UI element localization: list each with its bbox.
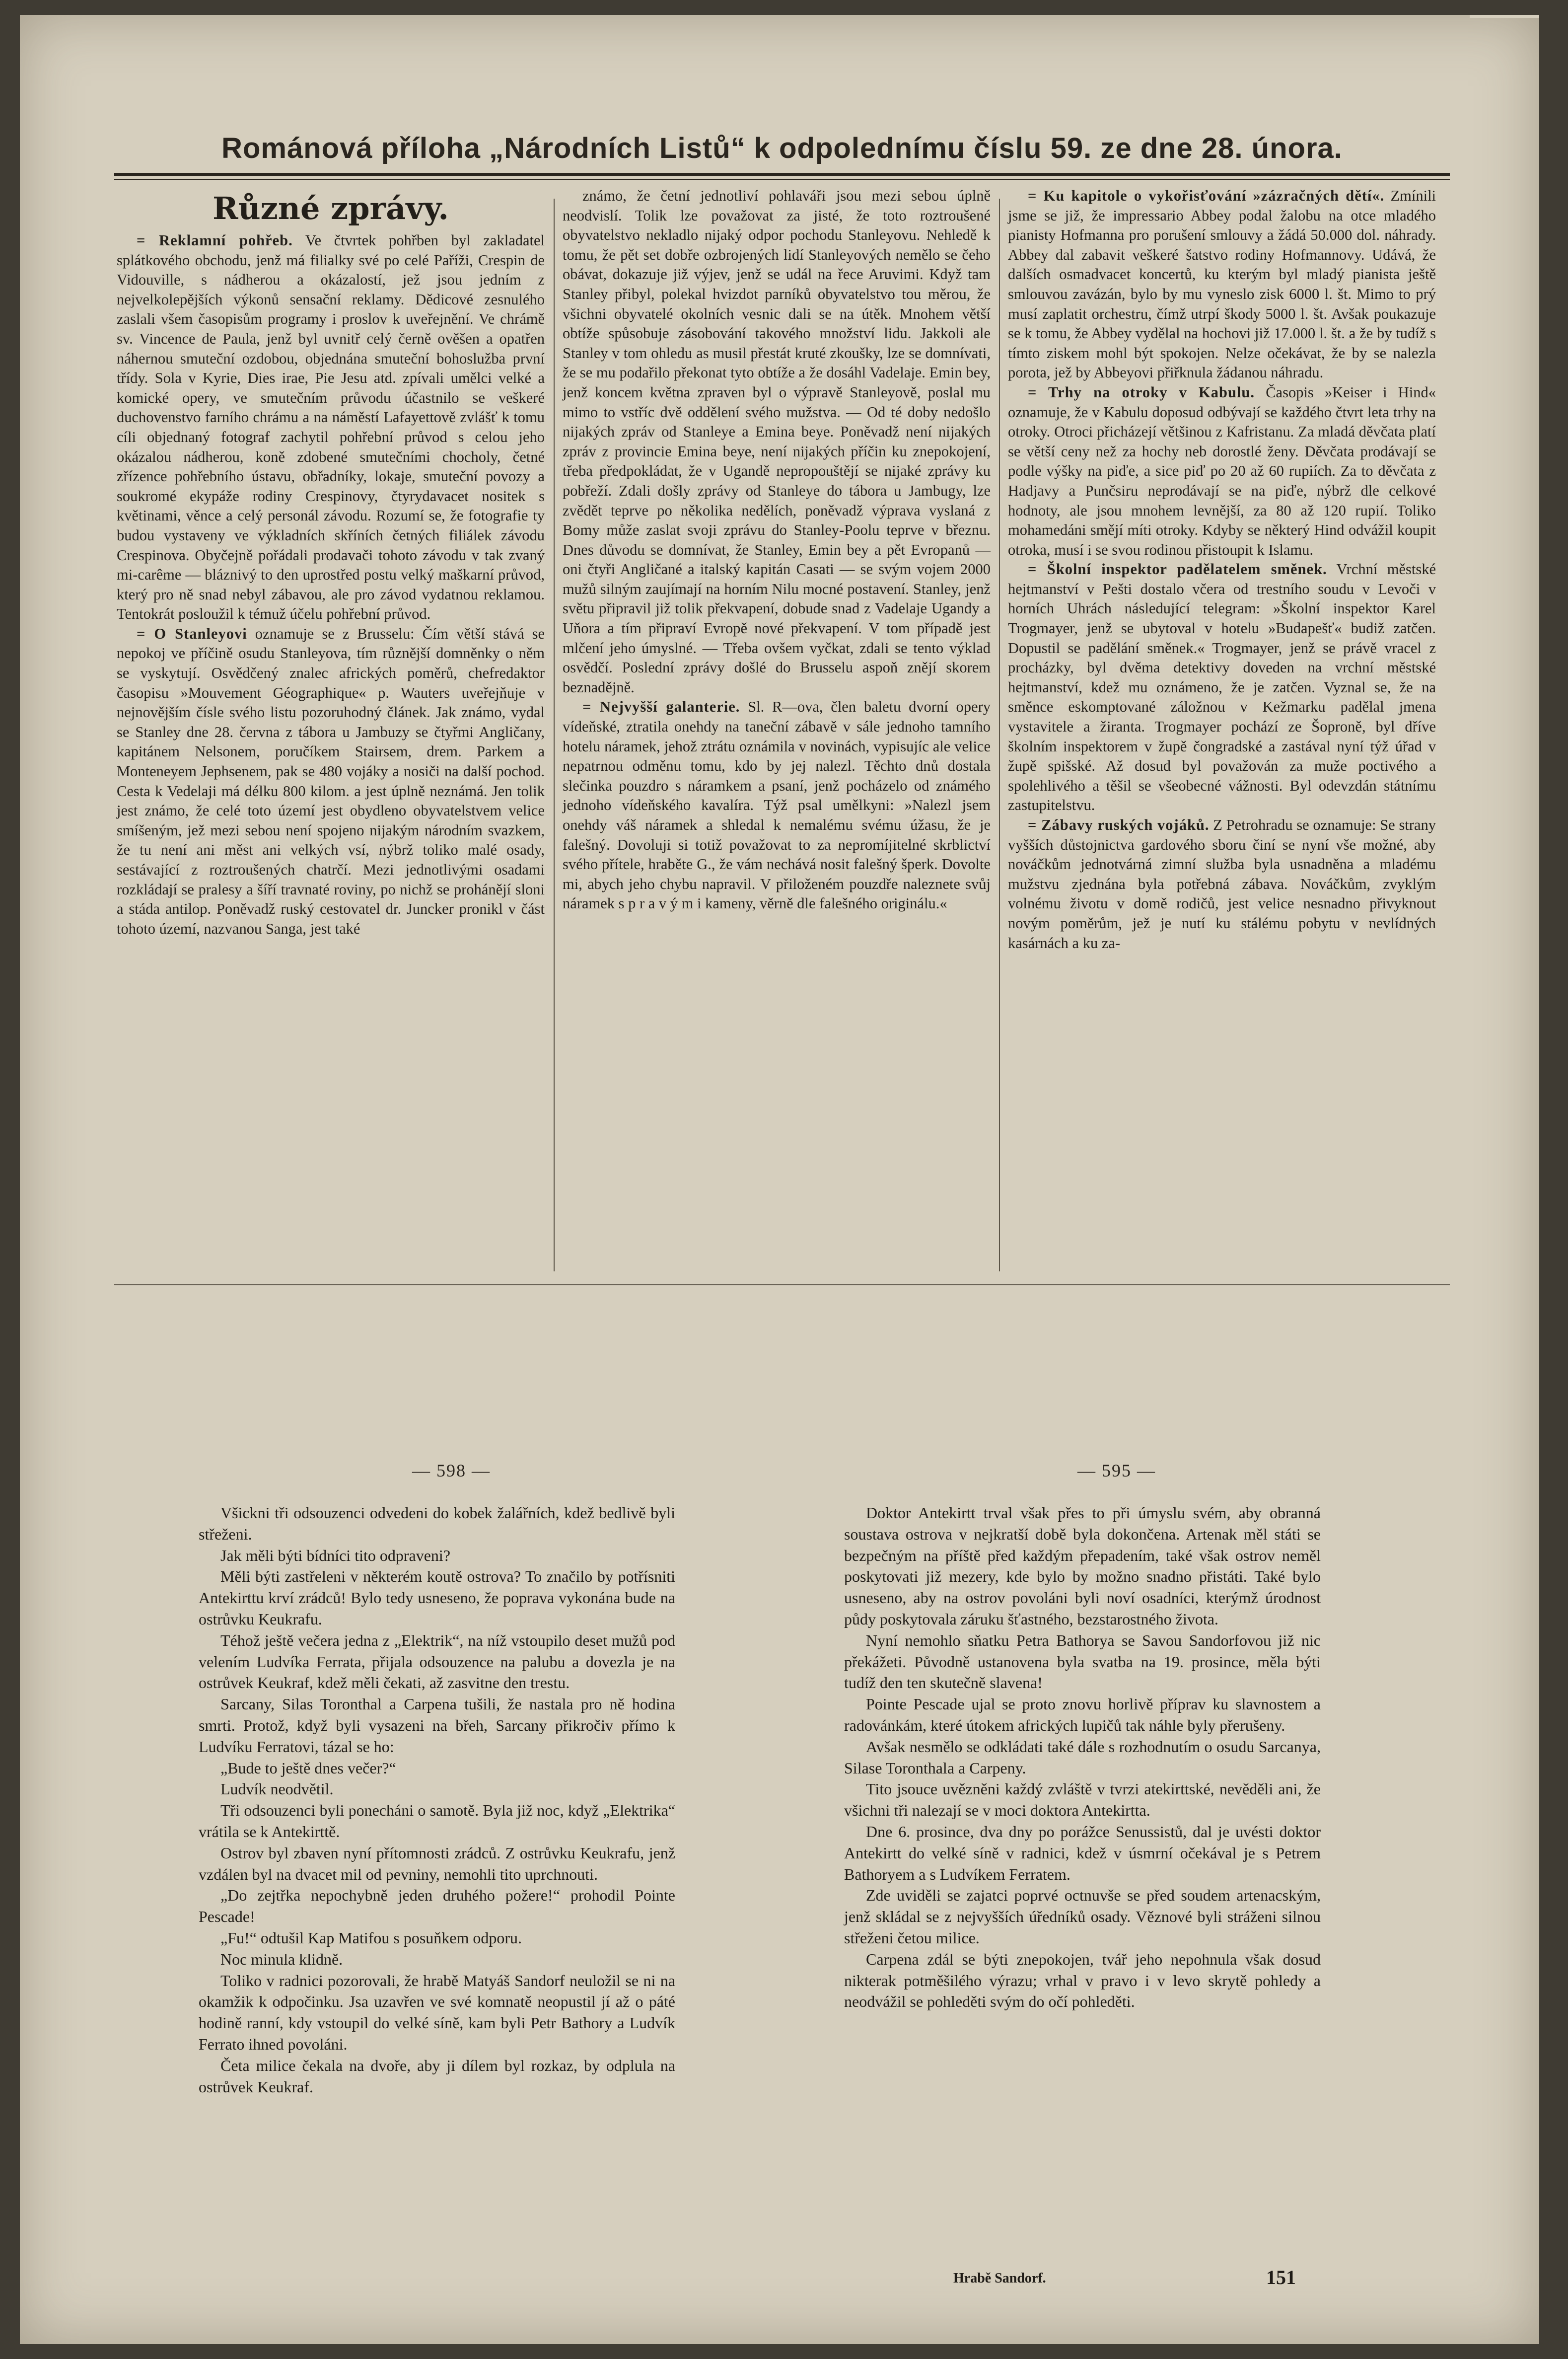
novel-paragraph: Měli býti zastřeleni v některém koutě ostrova? To značilo by potřísniti Antekirttu krví zrádců! Bylo tedy usneseno, že poprava vykonána bude na ostrůvku Keukrafu.: [199, 1567, 675, 1628]
novel-paragraph: „Bude to ještě dnes večer?“: [220, 1759, 396, 1777]
article-body: známo, že četní jednotliví pohlaváři jsou mezi sebou úplně neodvislí. Tolik lze považovat za jisté, že toto roztroušené obyvatelstvo nekladlo nijaký odpor pochodu Stanleyovu. Nehledě k tomu, že pět set dobře ozbrojených lidí Stanleyových nemělo se čeho obávat, dokazuje již výjev, jenž se udál na řece Aruvimi. Když tam Stanley přibyl, polekal hvizdot parníků obyvatelstvo tou měrou, že všichni obyvatelé okolních vesnic dali se na útěk. Mnohem větší obtíže spůsobuje zásobování takového množství lidu. Jakkoli ale Stanley v tom ohledu as musil přestát kruté zkoušky, lze se domnívati, že se mu podařilo překonat tyto obtíže a že dosáhl Vadelaje. Emin bey, jenž koncem května zpraven byl o výpravě Stanleyově, poslal mu mimo to vstříc dvě oddělení svého mužstva. — Od té doby nedošlo nijakých zpráv od Stanleye a Emina beye. Poněvadž není nijakých zpráv z provincie Emina beye, není nijakých příčin ku znepokojení, třeba předpokládat, že v Ugandě nepropouštějí se nijaké zprávy ku pobřeží. Zdali došly zprávy od Stanleye do tábora u Jambugy, lze zvědět teprve po několika nedělích, poněvadž výprava vyslaná z Bomy může zaslat svoji zprávu do Stanley-Poolu teprve v březnu. Dnes důvodu se domnívat, že Stanley, Emin bey a pět Evropanů — oni čtyři Angličané a italský kapitán Casati — se svým vojem 2000 mužů silným zaujímají na horním Nilu mocné postavení. Stanley, jenž světu připravil již tolik překvapení, dobude snad z Vadelaje Ugandy a Uňora a tím připraví Evropě nové překvapení. V tom případě jest mlčení jeho úmyslné. — Třeba ovšem vyčkat, zdali se tento výklad osvědčí. Poslední zprávy došlé do Brusselu aspoň znějí skorem beznadějně.: [563, 187, 991, 696]
novel-paragraph: Pointe Pescade ujal se proto znovu horlivě příprav ku slavnostem a radovánkám, které útokem afrických lupičů tak náhle byly přerušeny.: [844, 1695, 1321, 1734]
article-body: Zmínili jsme se již, že impressario Abbey podal žalobu na otce mladého pianisty Hofmanna pro porušení smlouvy a žádá 50.000 dol. náhrady. Abbey dal zabavit veškeré šatstvo rodiny Hofmannovy. Udává, že dalších osmadvacet koncertů, ku kterým byl mladý pianista ještě smlouvou zavázán, bylo by mu vyneslo zisk 6000 l. št. Mimo to prý musí zaplatit orchestru, čímž utrpí škody 5000 l. št. Avšak poukazuje se k tomu, že Abbey vydělal na hochovi již 17.000 l. št. a že by tudíž s tímto ziskem mohl být spokojen. Nelze očekávat, že by se nalezla porota, jež by Abbeyovi přiřknula žádanou náhradu.: [1008, 187, 1436, 381]
news-article: [1008, 815, 1436, 953]
novel-column-right: [844, 1502, 1321, 2012]
news-article: [1008, 383, 1436, 560]
column-divider: [999, 199, 1000, 1271]
news-article: [117, 624, 545, 939]
article-body: Sl. R—ova, člen baletu dvorní opery vídeňské, ztratila onehdy na taneční zábavě v sále jednoho tamního hotelu náramek, jehož ztrátu oznámila v novinách, vypisujíc ale velice nepatrnou odměnu tomu, kdo by jej nalezl. Těchto dnů dostala slečinka pouzdro s náramkem a psaní, jenž pocházelo od známého jednoho vídeňského kavalíra. Týž psal umělkyni: »Nalezl jsem onehdy váš náramek a shledal k nemalému svému úžasu, že je falešný. Dovoluji si totiž považovat to za nepromíjitelné skrblictví svého přítele, hraběte G., že vám nechává nosit falešný šperk. Dovolte mi, abych jeho chybu napravil. V přiloženém pouzdře naleznete svůj náramek s p r a v ý m i kameny, věrně dle falešného originálu.«: [563, 698, 991, 912]
article-body: Časopis »Keiser i Hind« oznamuje, že v Kabulu doposud odbývají se každého čtvrt leta trhy na otroky. Otroci přicházejí většinou z Kafristanu. Za mladá děvčata platí se větší ceny než za hochy neb dorostlé ženy. Děvčata prodávají se podle výšky na piďe, a sice piď po 20 až 60 rupiích. Za to děvčata z Hadjavy a Punčsiru neprodávají se na piďe, nýbrž dle celkové hodnoty, ale jsou mnohem levnější, za 80 až 120 rupií. Toliko mohamedáni smějí míti otroky. Kdyby se některý Hind odvážil koupit otroka, musí i se svou rodinou přistoupit k Islamu.: [1008, 383, 1436, 558]
news-article: [1008, 560, 1436, 815]
newspaper-page: [20, 15, 1539, 2344]
fold-line: [114, 1284, 1450, 1285]
article-body: Z Petrohradu se oznamuje: Se strany vyšších důstojnictva gardového sboru činí se nyní vše možné, aby nováčkům jednotvárná zimní služba byla usnadněna a mladému mužstvu zjednána byla potřebná zábava. Nováčkům, zvyklým volnému životu v domě rodičů, jest velice nesnadno přivyknout novým poměrům, jež je nutí ku stálému pobytu v nevlídných kasárnách a ku za-: [1008, 816, 1436, 952]
masthead: Románová příloha „Národních Listů“ k odpolednímu číslu 59. ze dne 28. února.: [221, 132, 1343, 164]
column-1: [117, 186, 545, 939]
article-headline: = O Stanleyovi: [137, 625, 247, 642]
novel-paragraph: Noc minula klidně.: [220, 1950, 343, 1968]
novel-paragraph: Ostrov byl zbaven nyní přítomnosti zrádců. Z ostrůvku Keukrafu, jenž vzdálen byl na dvacet mil od pevniny, nemohli tito uprchnouti.: [199, 1843, 675, 1883]
novel-paragraph: Četa milice čekala na dvoře, aby ji dílem byl rozkaz, by odplula na ostrůvek Keukraf.: [199, 2056, 675, 2096]
article-headline: = Nejvyšší galanterie.: [582, 698, 740, 716]
masthead-rule-thin: [114, 179, 1450, 180]
news-article: [1008, 186, 1436, 383]
footer-author: Hrabě Sandorf.: [953, 2271, 1046, 2286]
novel-column-left: [199, 1502, 675, 2097]
novel-paragraph: Tři odsouzenci byli ponecháni o samotě. Byla již noc, když „Elektrika“ vrátila se k Antekirttě.: [199, 1801, 675, 1841]
novel-paragraph: Jak měli býti bídníci tito odpraveni?: [220, 1546, 451, 1564]
news-article: [117, 231, 545, 624]
column-divider: [554, 199, 555, 1271]
column-2: [563, 186, 991, 914]
article-headline: = Trhy na otroky v Kabulu.: [1028, 383, 1255, 401]
novel-paragraph: Avšak nesmělo se odkládati také dále s rozhodnutím o osudu Sarcanya, Silase Toronthala a Carpeny.: [844, 1737, 1321, 1777]
page-number-left: — 598 —: [412, 1461, 491, 1480]
novel-paragraph: Téhož ještě večera jedna z „Elektrik“, na níž vstoupilo deset mužů pod velením Ludvíka Ferrata, přijala odsouzence na palubu a dovezla je na ostrůvek Keukraf, kdež měli čekati, až zasvitne den trestu.: [199, 1631, 675, 1692]
novel-paragraph: Tito jsouce uvězněni každý zvláště v tvrzi atekirttské, nevěděli ani, že všichni tři nalezají se v moci doktora Antekirtta.: [844, 1780, 1321, 1820]
article-headline: = Reklamní pohřeb.: [137, 232, 293, 249]
section-title: Různé zprávy.: [213, 190, 449, 226]
novel-paragraph: Ludvík neodvětil.: [220, 1780, 334, 1798]
footer-number: 151: [1266, 2266, 1296, 2288]
novel-paragraph: Carpena zdál se býti znepokojen, tvář jeho nepohnula však dosud nikterak potměšilého výrazu; vrhal v pravo i v levo skrytě pohledy a neodvážil se pohleděti svým do očí pohleděti.: [844, 1950, 1321, 2011]
novel-paragraph: Všickni tři odsouzenci odvedeni do kobek žalářních, kdež bedlivě byli střeženi.: [199, 1504, 675, 1543]
novel-paragraph: Sarcany, Silas Toronthal a Carpena tušili, že nastala pro ně hodina smrti. Protož, když byli vysazeni na břeh, Sarcany přikročiv přímo k Ludvíku Ferratovi, tázal se ho:: [199, 1695, 675, 1756]
novel-paragraph: Dne 6. prosince, dva dny po porážce Senussistů, dal je uvésti doktor Antekirtt do velké síně v radnici, kdež v úsmrní očekával je s Petrem Bathoryem a s Ludvíkem Ferratem.: [844, 1822, 1321, 1883]
article-body: Ve čtvrtek pohřben byl zakladatel splátkového obchodu, jenž má filialky své po celé Paříži, Crespin de Vidouville, s nádherou a okázalostí, jež jsou jedním z nejvelkolepějších výkonů sensační reklamy. Dědicové zesnulého zaslali všem časopisům programy i proslov k uveřejnění. Ve chrámě sv. Vincence de Paula, jenž byl uvnitř celý černě ověšen a opatřen náhernou smuteční ozdobou, objednána smuteční bohoslužba první třídy. Sola v Kyrie, Dies irae, Pie Jesu atd. zpívali umělci velké a komické opery, ve smutečním průvodu účastnilo se veškeré duchovenstvo farního chrámu a na náměstí Lafayettově zvlášť k tomu cíli objednaný fotograf zachytil pohřební průvod s celou jeho okázalou nádherou, koně zdobené smutečními chocholy, četné zřízence pohřebního ústavu, obřadníky, lokaje, smuteční povozy a soukromé ekypáže rodiny Crespinovy, čtyrydavacet nositek s květinami, věnce a celý personál závodu. Rozumí se, že fotografie ty budou vystaveny ve výkladních skříních četných filiálek závodu Crespinova. Obyčejně pořádali prodavači tohoto závodu v tak zvaný mi-carême — bláznivý to den uprostřed postu velký maškarní průvod, který pro ně snad nebyl zábavou, ale pro závod vydatnou reklamou. Tentokrát posloužil k témuž účelu pohřební průvod.: [117, 232, 545, 623]
news-article: [563, 186, 991, 697]
news-article: [563, 697, 991, 914]
article-headline: = Ku kapitole o vykořisťování »zázračných dětí«.: [1028, 187, 1385, 204]
article-body: Vrchní městské hejtmanství v Pešti dostalo včera od trestního soudu v Levoči v horních Uhrách následující telegram: »Školní inspektor Karel Trogmayer, jenž se ubytoval v hotelu »Budapešť« budiž zatčen. Dopustil se padělání směnek.« Trogmayer, jenž se právě vracel z procházky, byl dvěma detektivy doveden na vrchní městské hejtmanství, kdež mu oznámeno, že je zatčen. Vyznal se, že na směnce eskomptované záložnou v Kežmarku padělal jmena vystavitele a žiranta. Trogmayer pochází ze Šoproně, byl dříve školním inspektorem v župě čongradské a zastával nyní týž úřad v župě spišské. Až dosud byl považován za muže poctivého a spolehlivého a těšil se všeobecné vážnosti. Byl odevzdán státnímu zastupitelstvu.: [1008, 561, 1436, 814]
masthead-rule: [114, 173, 1450, 176]
novel-paragraph: „Do zejtřka nepochybně jeden druhého požere!“ prohodil Pointe Pescade!: [199, 1886, 675, 1926]
novel-paragraph: „Fu!“ odtušil Kap Matifou s posuňkem odporu.: [220, 1928, 522, 1947]
page-edge: [1470, 15, 1539, 18]
column-3: [1008, 186, 1436, 953]
article-body: oznamuje se z Brusselu: Čím větší stává se nepokoj ve příčině osudu Stanleyova, tím různější domněnky o něm se vyskytují. Osvědčený znalec afrických poměrů, chefredaktor časopisu »Mouvement Géographique« p. Wauters uveřejňuje v nejnovějším čísle svého listu pozoruhodný článek. Jak známo, vydal se Stanley dne 28. června z tábora u Jambuzy se čtyřmi Angličany, kapitánem Nelsonem, poručíkem Stairsem, drem. Parkem a Monteneyem Jephsenem, pak se 480 vojáky a nosiči na další pochod. Cesta k Vedelaji má délku 800 kilom. a jest úplně neznámá. Jen tolik jest známo, že celé toto území jest obydleno obyvatelstvem velice smíšeným, jež mezi sebou není spojeno nijakým národním svazkem, že tu není ani měst ani velkých vsí, nýbrž toliko malé osady, sestávající z roztroušených chatrčí. Mezi jednotlivými osadami rozkládají se pralesy a šíří travnaté roviny, po nichž se prohánějí sloni a stáda antilop. Poněvadž ruský cestovatel dr. Juncker pronikl v část tohoto území, nazvanou Sanga, jest také: [117, 625, 545, 937]
article-headline: = Školní inspektor padělatelem směnek.: [1028, 561, 1327, 578]
novel-paragraph: Toliko v radnici pozorovali, že hrabě Matyáš Sandorf neuložil se ni na okamžik k odpočinku. Jsa uzavřen ve své komnatě neopustil jí až o páté hodině ranní, kdy vstoupil do velké síně, kam byli Petr Bathory a Ludvík Ferrato ihned povoláni.: [199, 1971, 675, 2053]
page-number-right: — 595 —: [1077, 1461, 1156, 1480]
novel-paragraph: Nyní nemohlo sňatku Petra Bathoryа se Savou Sandorfovou již nic překážeti. Původně ustanovena byla svatba na 19. prosince, měla býti tudíž den ten skutečně slavena!: [844, 1631, 1321, 1692]
article-headline: = Zábavy ruských vojáků.: [1028, 816, 1210, 833]
novel-paragraph: Zde uviděli se zajatci poprvé octnuvše se před soudem artenacským, jenž skládal se z nejvyšších úředníků osady. Věznové byli stráženi silnou střeženi četou milice.: [844, 1886, 1321, 1947]
novel-paragraph: Doktor Antekirtt trval však přes to při úmyslu svém, aby obranná soustava ostrova v nejkratší době byla dokončena. Artenak měl státi se bezpečným na příště před každým přepadením, také však ostrov neměl poskytovati již mezery, kde bylo by možno snadno přistáti. Také bylo usneseno, aby na ostrov povoláni byli noví osadníci, kterýmž úrodnost půdy poskytovala záruku šťastného, bezstarostného života.: [844, 1504, 1321, 1628]
